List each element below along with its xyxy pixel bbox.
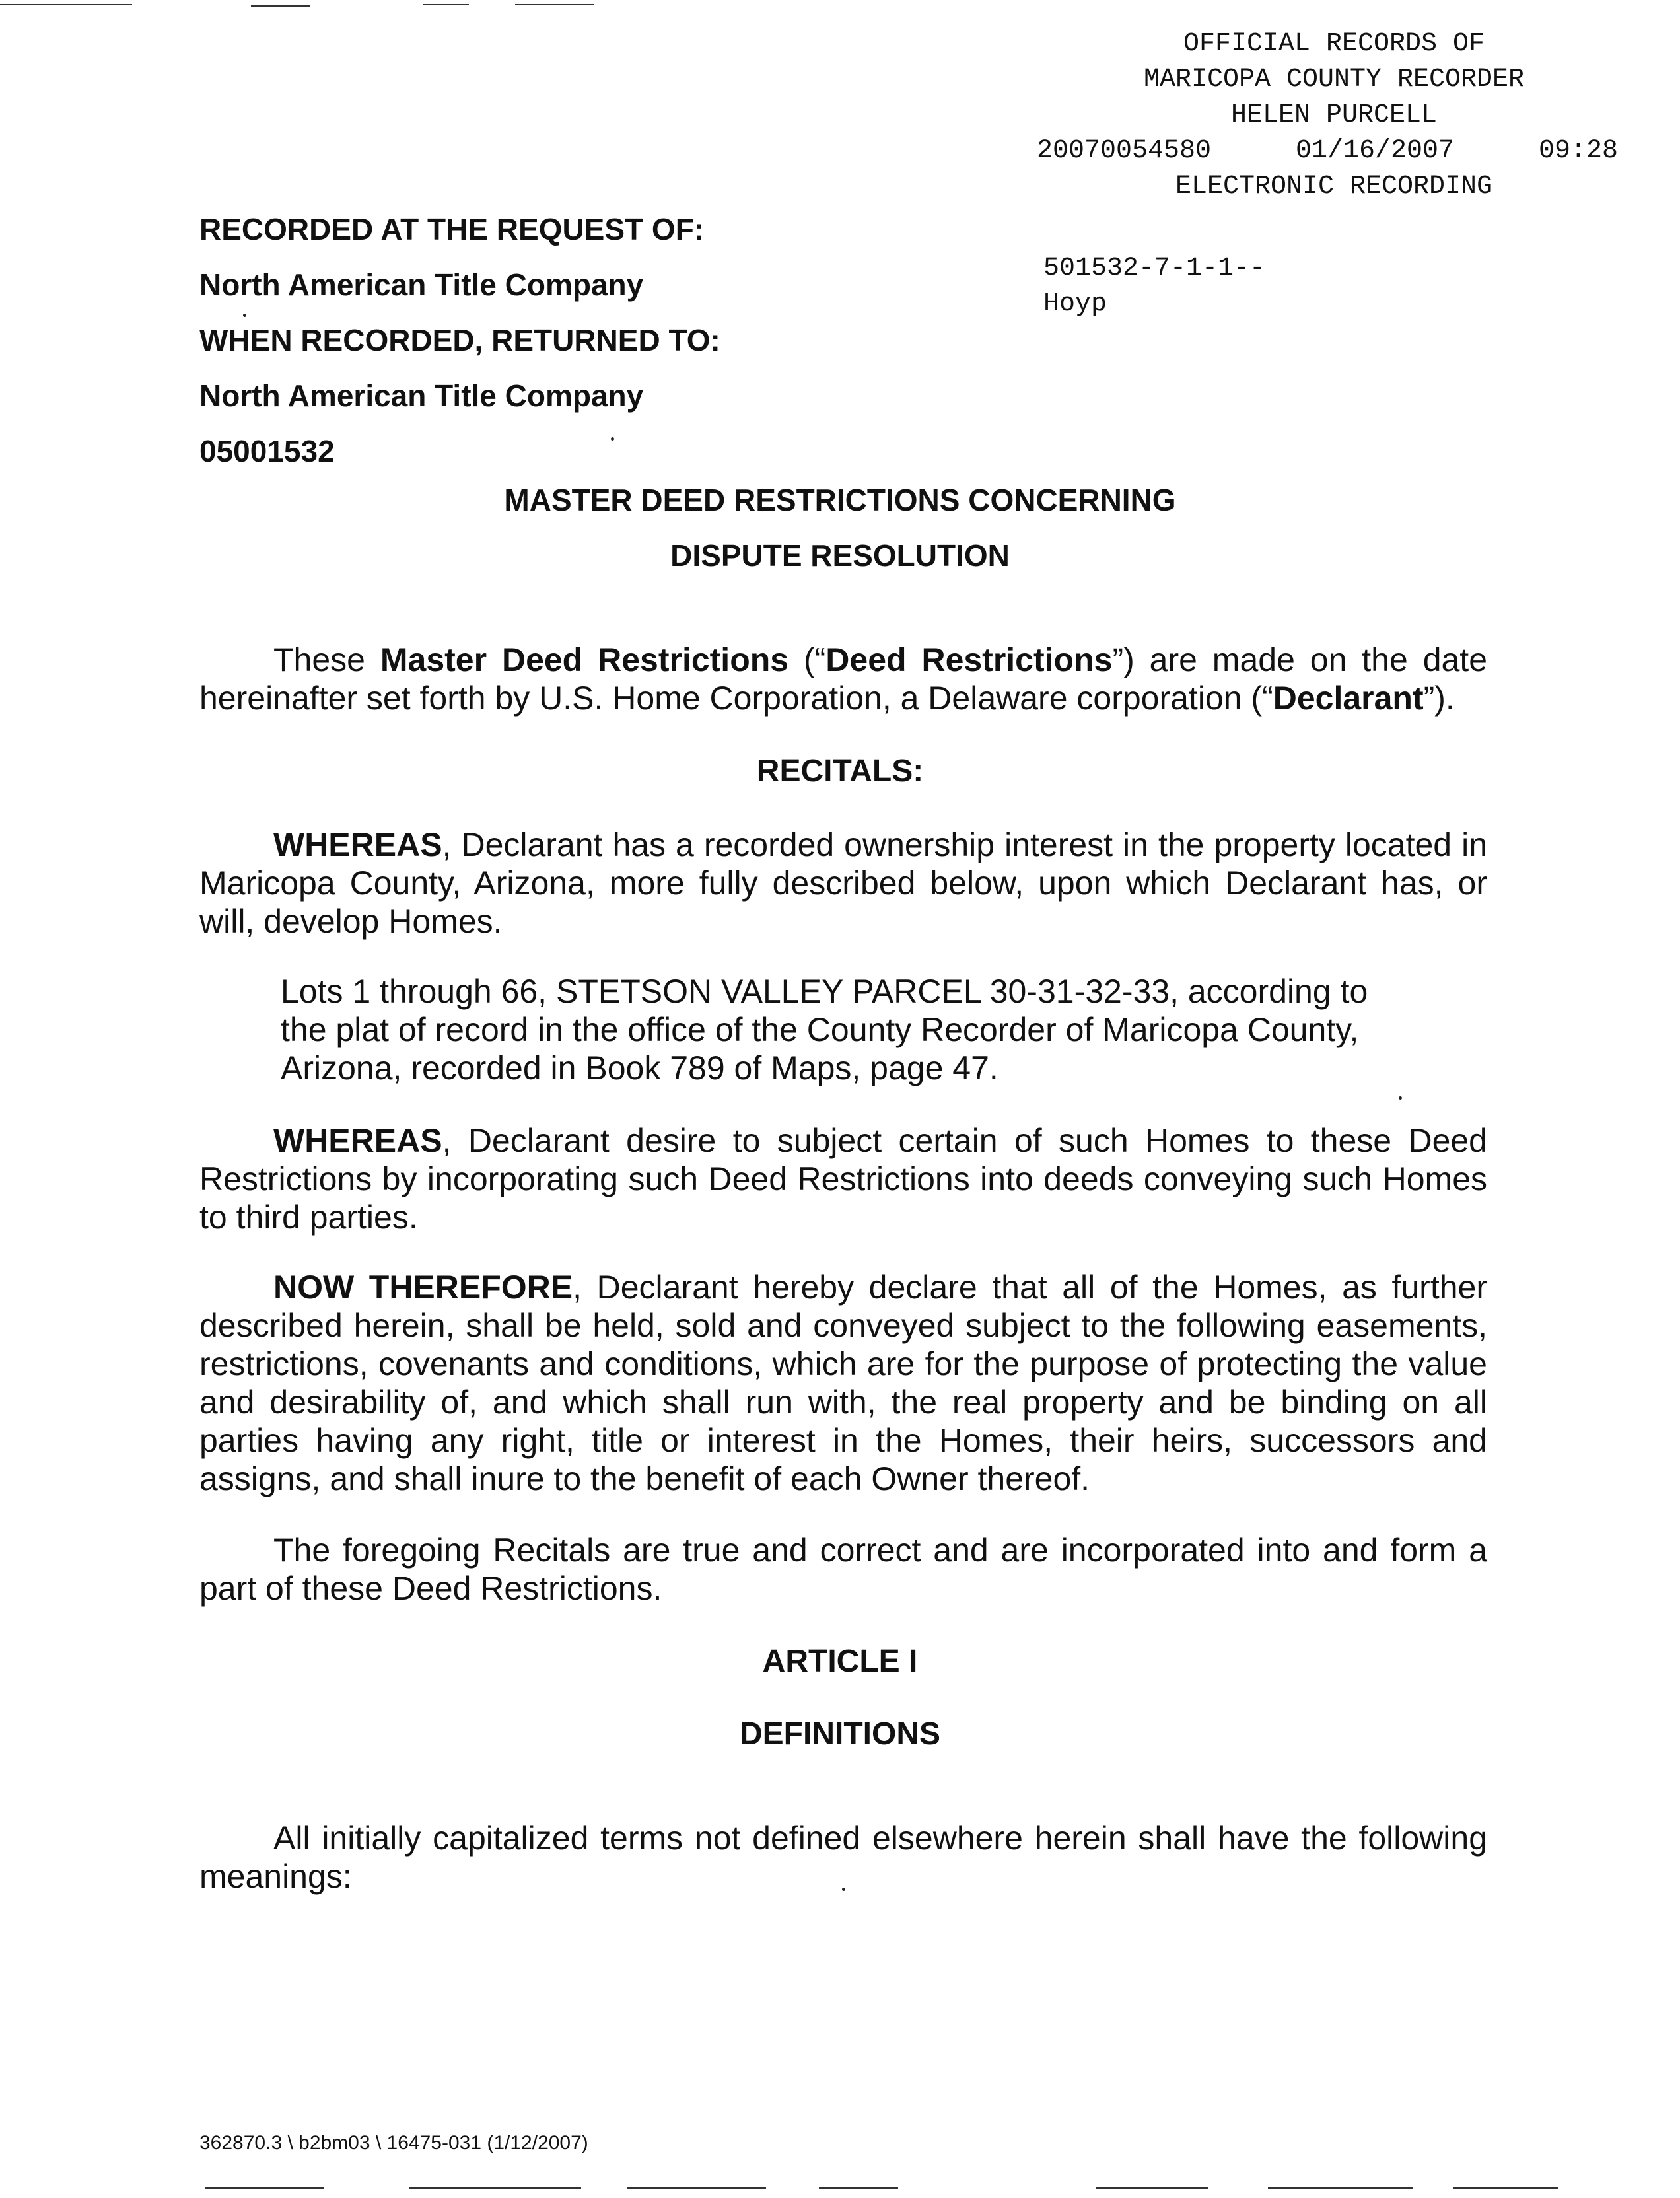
stamp-recording-info (1037, 133, 1618, 169)
stamp-date: 01/16/2007 (1295, 136, 1455, 166)
definitions-intro-text: All initially capitalized terms not defined elsewhere herein shall have the following meanings: (199, 1820, 1487, 1895)
recital-1-keyword: WHEREAS (273, 826, 442, 863)
article-name: DEFINITIONS (739, 1717, 940, 1752)
document-footer: 362870.3 \ b2bm03 \ 16475-031 (1/12/2007) (199, 2132, 588, 2154)
recital-3-keyword: NOW THEREFORE (273, 1269, 573, 1306)
legal-description (281, 972, 1417, 1087)
stamp-line-county-recorder: MARICOPA COUNTY RECORDER (1143, 65, 1525, 94)
stamp-line-recorder-name: HELEN PURCELL (1230, 100, 1438, 130)
scan-speck (1399, 1096, 1402, 1100)
scan-artifact-bottom-4 (819, 2187, 898, 2189)
recorded-request-label: RECORDED AT THE REQUEST OF: (199, 212, 705, 246)
recitals-heading: RECITALS: (756, 754, 924, 789)
intro-term-master: Master Deed Restrictions (380, 641, 789, 678)
recital-now-therefore (199, 1268, 1487, 1498)
scan-artifact-bottom-6 (1268, 2187, 1413, 2189)
stamp-doc-number: 20070054580 (1037, 136, 1212, 166)
scan-artifact-top (0, 4, 132, 5)
stamp-time: 09:28 (1538, 136, 1618, 166)
legal-description-line-3: Arizona, recorded in Book 789 of Maps, page 47. (281, 1049, 998, 1086)
recording-request-block (199, 201, 720, 479)
legal-description-line-1: Lots 1 through 66, STETSON VALLEY PARCEL 30-31-32-33, according to (281, 973, 1368, 1010)
scan-artifact-bottom-5 (1096, 2187, 1208, 2189)
reference-name: Hoyp (1043, 289, 1107, 319)
legal-description-line-2: the plat of record in the office of the County Recorder of Maricopa County, (281, 1011, 1359, 1048)
definitions-intro (199, 1819, 1487, 1896)
intro-mid-2: ”) are made on the date hereinafter set forth by U.S. Home Corporation, a Delaware corporation (“ (199, 641, 1488, 717)
intro-mid-1: (“ (788, 641, 826, 678)
intro-term-deed: Deed Restrictions (825, 641, 1113, 678)
returned-to-label: WHEN RECORDED, RETURNED TO: (199, 323, 720, 357)
escrow-number: 05001532 (199, 434, 335, 468)
reference-code: 501532-7-1-1-- (1043, 254, 1266, 283)
document-title-line-1: MASTER DEED RESTRICTIONS CONCERNING (504, 483, 1176, 517)
intro-suffix: ”). (1423, 680, 1455, 717)
reference-code-block (1043, 251, 1265, 322)
scan-artifact-bottom-7 (1453, 2187, 1558, 2189)
scan-artifact-bottom-2 (409, 2187, 581, 2189)
document-title-line-2: DISPUTE RESOLUTION (670, 538, 1010, 573)
recorded-request-company: North American Title Company (199, 267, 644, 302)
scan-artifact-bottom (205, 2187, 324, 2189)
recital-foregoing (199, 1531, 1487, 1608)
recital-2-text: , Declarant desire to subject certain of such Homes to these Deed Restrictions by incorporating such Deed Restrictions into deeds conveying such Homes to third parties. (199, 1122, 1487, 1236)
article-number: ARTICLE I (762, 1644, 918, 1679)
recital-3-text: , Declarant hereby declare that all of the Homes, as further described herein, shall be held, sold and conveyed subject to the following easements, restrictions, covenants and conditions, which are for the purpose of protecting the value and desirability of, and which shall run with, the real property and be binding on all parties having any right, title or interest in the Homes, their heirs, successors and assigns, and shall inure to the benefit of each Owner thereof. (199, 1269, 1487, 1497)
stamp-line-electronic: ELECTRONIC RECORDING (1175, 172, 1493, 201)
recital-whereas-2 (199, 1121, 1487, 1236)
recorder-stamp (1037, 26, 1631, 205)
scan-artifact-top-2 (251, 5, 310, 7)
stamp-line-official-records: OFFICIAL RECORDS OF (1183, 29, 1485, 59)
intro-term-declarant: Declarant (1273, 680, 1424, 717)
intro-prefix: These (273, 641, 380, 678)
scan-artifact-bottom-3 (627, 2187, 766, 2189)
returned-to-company: North American Title Company (199, 378, 644, 413)
recital-2-keyword: WHEREAS (273, 1122, 442, 1159)
scan-artifact-top-3 (423, 4, 469, 5)
recital-whereas-1 (199, 826, 1487, 940)
recital-4-text: The foregoing Recitals are true and correct and are incorporated into and form a part of these Deed Restrictions. (199, 1532, 1487, 1607)
recital-1-text: , Declarant has a recorded ownership interest in the property located in Maricopa County, Arizona, more fully described below, upon which Declarant has, or will, develop Homes. (199, 826, 1487, 940)
scan-artifact-top-4 (515, 4, 594, 5)
intro-paragraph (199, 641, 1487, 717)
